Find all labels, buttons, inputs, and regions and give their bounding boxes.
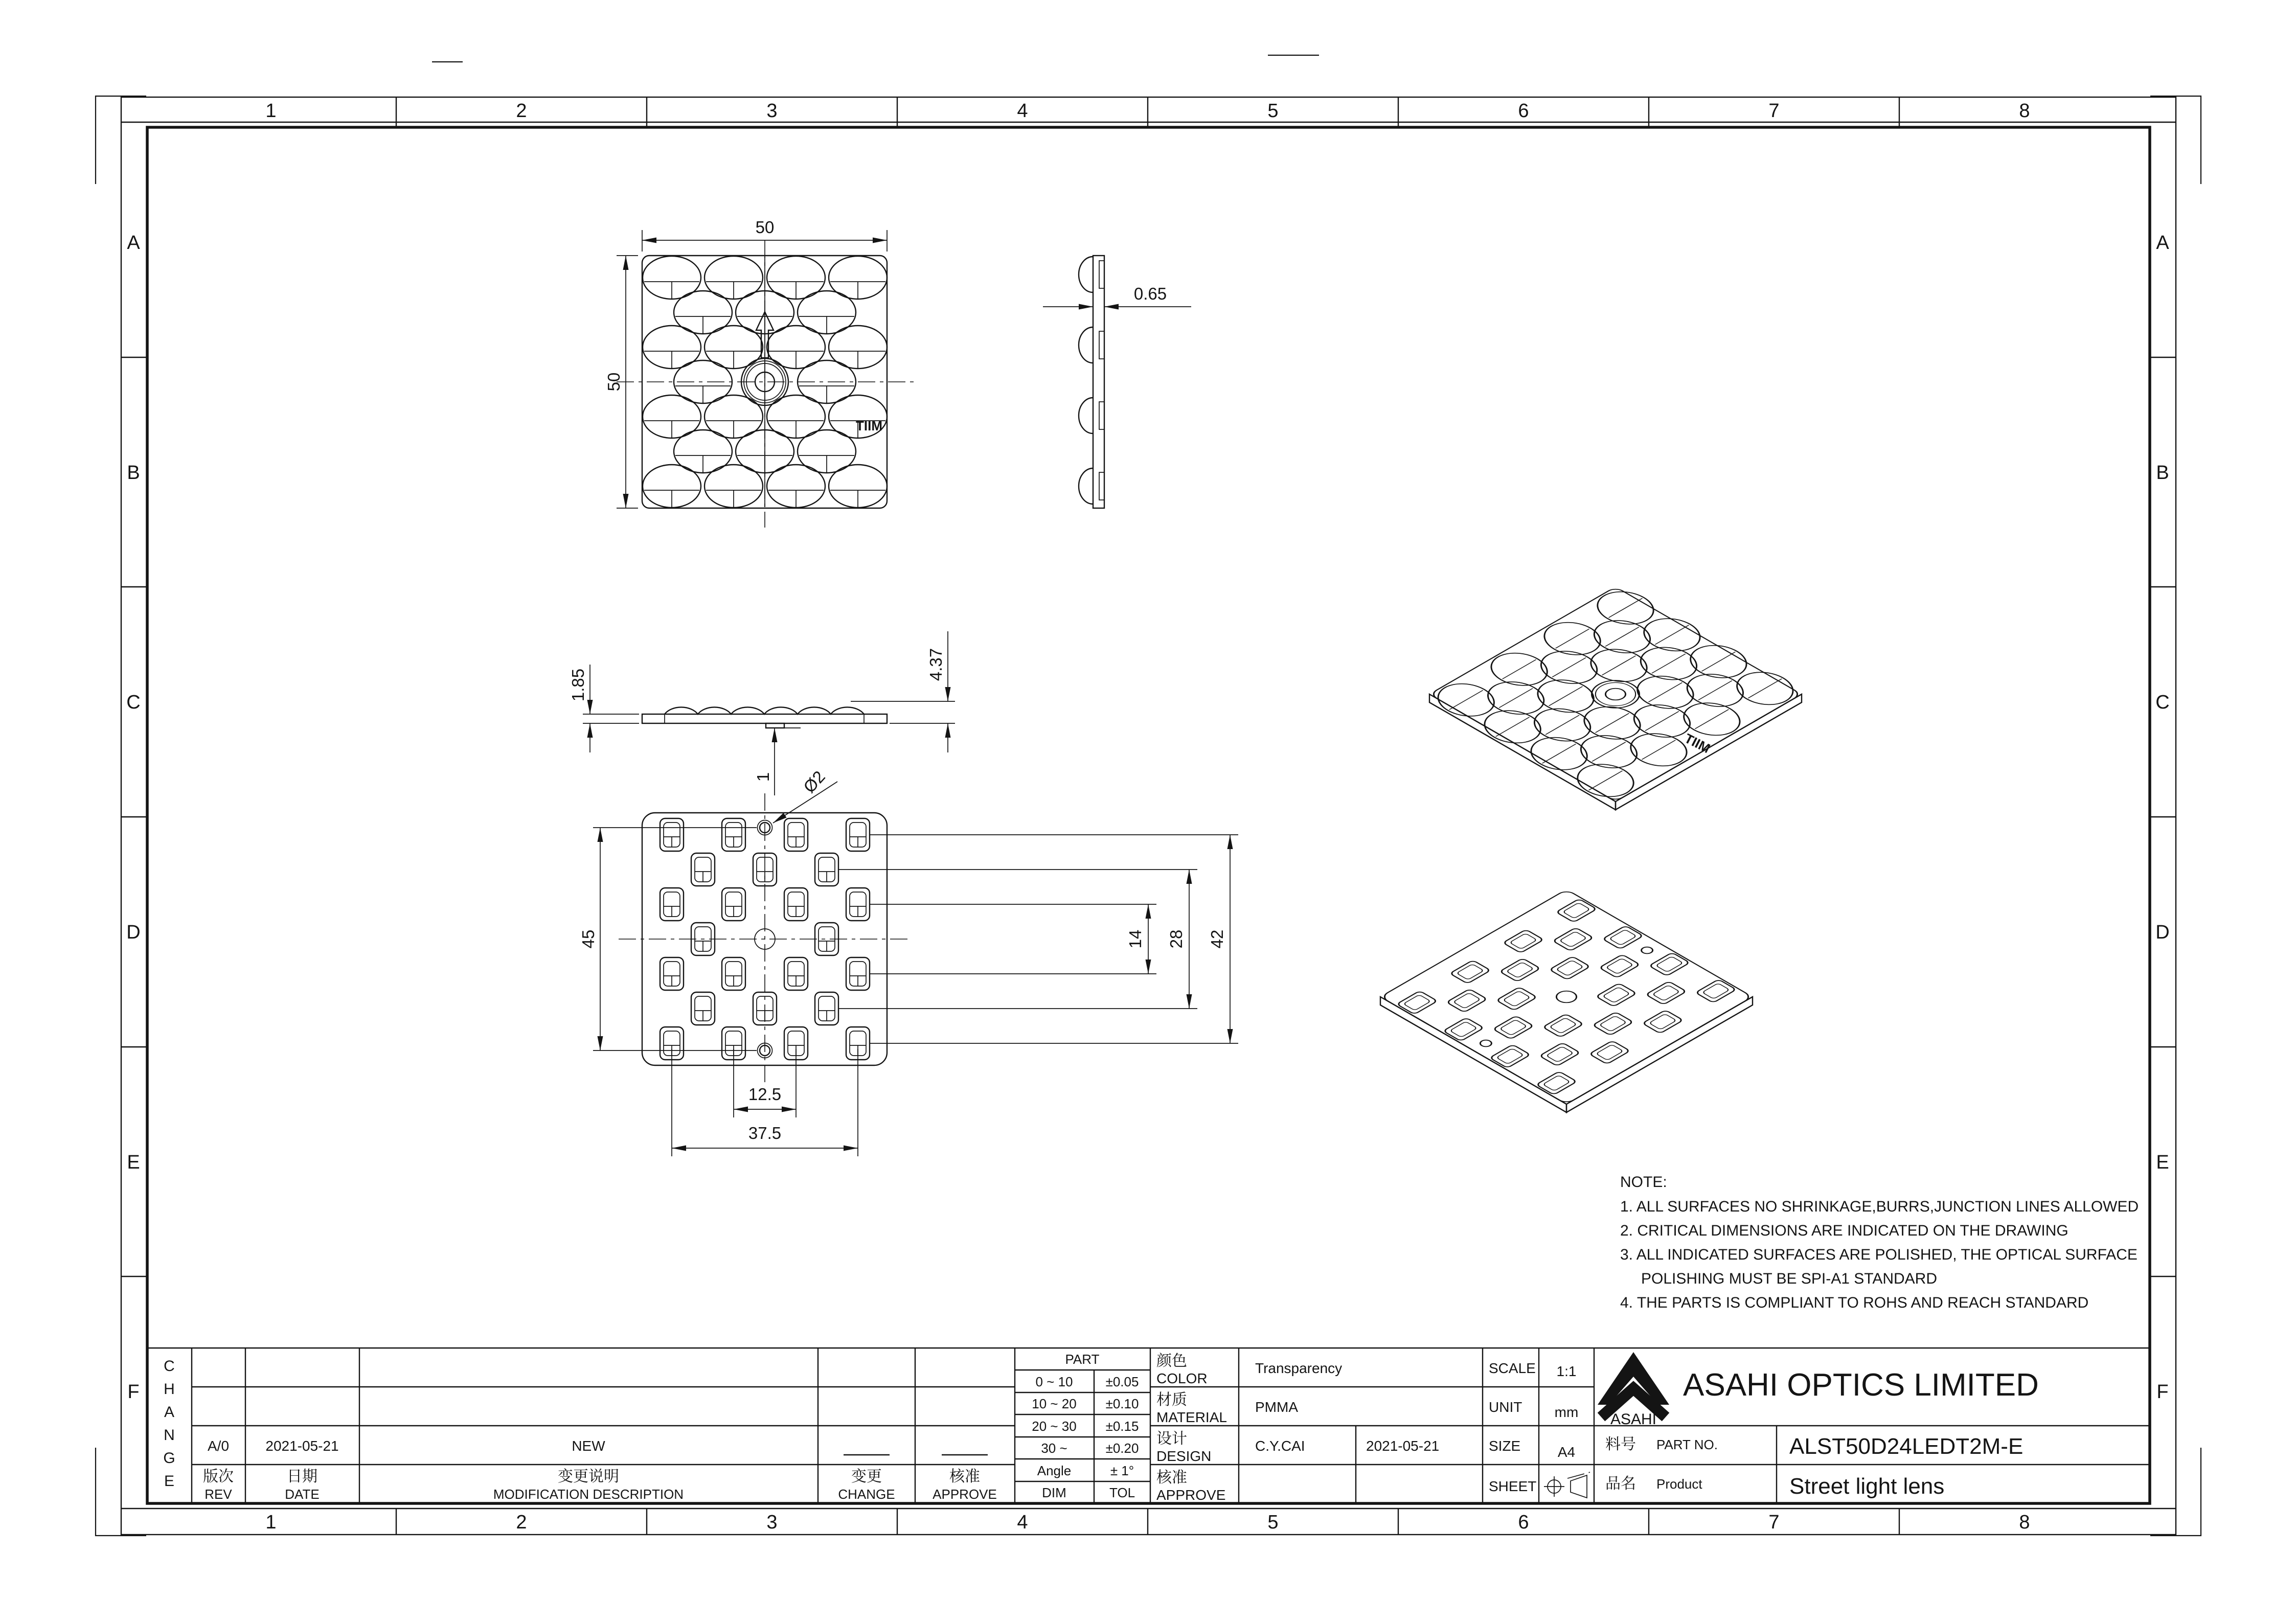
led-pocket-iso xyxy=(1446,989,1487,1013)
zone-col: 5 xyxy=(1267,1512,1279,1533)
dimension-arrows xyxy=(587,238,1233,1151)
notes xyxy=(1620,1174,2139,1311)
led-pocket-iso-inner xyxy=(1453,993,1481,1009)
svg-text:1. ALL SURFACES NO SHRINKAGE,B: 1. ALL SURFACES NO SHRINKAGE,BURRS,JUNCTION LINES ALLOWED xyxy=(1620,1198,2139,1215)
led-pocket-iso xyxy=(1493,1016,1534,1039)
lens-meridian xyxy=(1609,598,1643,618)
arrowhead-icon xyxy=(1187,994,1192,1009)
led-pocket-iso-inner xyxy=(1655,956,1683,972)
lens-meridian xyxy=(1596,713,1629,733)
svg-text:C: C xyxy=(164,1358,175,1375)
svg-text:PART NO.: PART NO. xyxy=(1656,1437,1718,1452)
zone-col: 1 xyxy=(265,100,277,122)
change-strip xyxy=(163,1358,175,1490)
svg-text:20 ~ 30: 20 ~ 30 xyxy=(1032,1419,1077,1434)
svg-text:COLOR: COLOR xyxy=(1156,1370,1208,1386)
zone-col: 3 xyxy=(766,100,778,122)
zone-col: 7 xyxy=(1768,100,1780,122)
title-block xyxy=(147,1348,2150,1503)
svg-text:37.5: 37.5 xyxy=(748,1124,782,1143)
arrowhead-icon xyxy=(772,728,778,742)
arrowhead-icon xyxy=(1146,904,1151,919)
dim-45 xyxy=(579,828,757,1050)
led-pocket-iso xyxy=(1539,1043,1580,1066)
svg-text:H: H xyxy=(164,1381,175,1398)
dim-4-37 xyxy=(851,631,955,752)
led-pocket-iso-inner xyxy=(1603,987,1630,1003)
svg-text:50: 50 xyxy=(604,372,623,392)
led-pocket-iso xyxy=(1550,956,1590,980)
led-pocket-iso-inner xyxy=(1510,933,1537,949)
arrowhead-icon xyxy=(1227,835,1233,849)
led-pocket-iso xyxy=(1556,899,1597,922)
led-pocket-iso-inner xyxy=(1609,929,1637,945)
zone-labels xyxy=(126,100,2169,1533)
company-name: ASAHI OPTICS LIMITED xyxy=(1683,1367,2039,1403)
lens-meridian xyxy=(1552,658,1586,677)
revision-row xyxy=(208,1438,988,1455)
arrowhead-icon xyxy=(587,723,593,738)
svg-text:0 ~ 10: 0 ~ 10 xyxy=(1035,1374,1073,1389)
svg-text:4.37: 4.37 xyxy=(926,648,945,681)
lens-meridian xyxy=(1549,687,1583,706)
lens-meridian xyxy=(1503,659,1536,679)
zone-row: A xyxy=(2156,232,2169,254)
dim-1-85 xyxy=(569,665,639,752)
led-pocket-iso-inner xyxy=(1403,995,1431,1011)
lens-meridian xyxy=(1499,689,1533,708)
svg-text:3. ALL INDICATED SURFACES ARE: 3. ALL INDICATED SURFACES ARE POLISHED, THE OPTICAL SURFACE xyxy=(1620,1246,2138,1263)
arrowhead-icon xyxy=(734,1107,748,1112)
svg-text:MODIFICATION DESCRIPTION: MODIFICATION DESCRIPTION xyxy=(493,1487,684,1502)
svg-text:SHEET: SHEET xyxy=(1489,1478,1537,1494)
lens-meridian xyxy=(1605,627,1639,647)
led-pocket-iso xyxy=(1596,983,1637,1007)
zone-col: 6 xyxy=(1518,1512,1529,1533)
zone-col: 3 xyxy=(766,1512,778,1533)
lens-meridian xyxy=(1589,771,1623,790)
zone-col: 2 xyxy=(516,1512,527,1533)
zone-col: 6 xyxy=(1518,100,1529,122)
info-table xyxy=(1156,1353,1590,1503)
led-pocket-iso-inner xyxy=(1457,964,1484,980)
led-pocket-iso-inner xyxy=(1559,931,1587,947)
arrowhead-icon xyxy=(1146,960,1151,974)
arrowhead-icon xyxy=(1187,870,1192,884)
lens-meridian xyxy=(1748,679,1782,698)
led-pocket-iso-inner xyxy=(1702,983,1730,999)
zone-row: D xyxy=(126,922,141,943)
mold-marking-iso: TIIM xyxy=(1682,730,1713,757)
zone-row: E xyxy=(2156,1152,2169,1173)
lens-array-iso xyxy=(1427,585,1805,804)
lens-meridian xyxy=(1655,625,1689,645)
svg-text:1:1: 1:1 xyxy=(1556,1363,1577,1379)
led-pocket-iso-inner xyxy=(1450,1021,1477,1037)
zone-col: 4 xyxy=(1017,1512,1028,1533)
zone-col: 2 xyxy=(516,100,527,122)
lens-meridian xyxy=(1642,740,1676,760)
led-pocket-iso-inner xyxy=(1503,991,1531,1007)
lens-meridian xyxy=(1545,715,1579,735)
arrowhead-icon xyxy=(642,238,656,243)
zone-col: 5 xyxy=(1267,100,1279,122)
zone-row: C xyxy=(2155,692,2170,713)
svg-text:4. THE PARTS IS COMPLIANT TO R: 4. THE PARTS IS COMPLIANT TO ROHS AND REACH STANDARD xyxy=(1620,1294,2089,1311)
led-pocket-iso xyxy=(1443,1018,1484,1041)
svg-text:10 ~ 20: 10 ~ 20 xyxy=(1032,1396,1077,1411)
zone-col: 7 xyxy=(1768,1512,1780,1533)
notes-title: NOTE: xyxy=(1620,1174,1667,1191)
zone-row: B xyxy=(127,462,140,484)
svg-text:料号: 料号 xyxy=(1605,1436,1636,1453)
zone-col: 1 xyxy=(265,1512,277,1533)
svg-text:Transparency: Transparency xyxy=(1255,1360,1343,1376)
dim-1 xyxy=(754,728,801,795)
svg-text:2. CRITICAL DIMENSIONS ARE IND: 2. CRITICAL DIMENSIONS ARE INDICATED ON THE DRAWING xyxy=(1620,1222,2068,1239)
svg-text:±0.15: ±0.15 xyxy=(1105,1419,1139,1434)
zone-row: D xyxy=(2155,922,2170,943)
led-pocket-iso-inner xyxy=(1606,958,1633,974)
led-pocket-iso-inner xyxy=(1652,985,1680,1001)
svg-text:1.85: 1.85 xyxy=(569,668,587,702)
led-pocket-iso xyxy=(1496,987,1537,1011)
led-pocket-iso xyxy=(1589,1041,1630,1064)
svg-text:28: 28 xyxy=(1167,929,1186,949)
company-logo xyxy=(1598,1352,1669,1428)
svg-text:材质: 材质 xyxy=(1156,1391,1187,1408)
svg-text:品名: 品名 xyxy=(1605,1475,1636,1492)
mold-marking: TIIM xyxy=(856,418,882,433)
svg-text:Angle: Angle xyxy=(1037,1463,1072,1478)
arrowhead-icon xyxy=(1104,304,1119,310)
led-pocket-iso-inner xyxy=(1550,1018,1577,1034)
svg-text:UNIT: UNIT xyxy=(1489,1399,1522,1415)
zone-col: 8 xyxy=(2019,1512,2030,1533)
arrowhead-icon xyxy=(587,700,593,714)
led-pocket-iso xyxy=(1646,981,1687,1005)
led-pocket-iso xyxy=(1695,979,1736,1003)
zone-frame xyxy=(121,97,2176,1535)
led-pocket-iso-inner xyxy=(1543,1075,1571,1091)
svg-text:42: 42 xyxy=(1208,929,1226,949)
iso-view-top xyxy=(1425,584,1806,810)
led-pocket-iso xyxy=(1450,960,1491,984)
zone-col: 8 xyxy=(2019,100,2030,122)
led-pocket-iso-inner xyxy=(1499,1020,1527,1036)
zone-row: C xyxy=(126,692,141,713)
svg-text:SIZE: SIZE xyxy=(1489,1438,1521,1454)
lens-meridian xyxy=(1496,717,1530,737)
svg-text:核准: 核准 xyxy=(1156,1469,1187,1486)
svg-text:A4: A4 xyxy=(1557,1444,1576,1460)
svg-text:版次: 版次 xyxy=(203,1468,234,1485)
arrowhead-icon xyxy=(598,1036,603,1050)
svg-text:PMMA: PMMA xyxy=(1255,1399,1298,1415)
svg-text:C.Y.CAI: C.Y.CAI xyxy=(1255,1438,1305,1454)
svg-text:APPROVE: APPROVE xyxy=(1156,1487,1226,1503)
svg-text:E: E xyxy=(164,1473,175,1490)
svg-text:设计: 设计 xyxy=(1156,1430,1187,1447)
svg-text:2021-05-21: 2021-05-21 xyxy=(265,1438,339,1454)
led-pocket-iso-inner xyxy=(1546,1046,1574,1062)
arrowhead-icon xyxy=(873,238,887,243)
svg-text:Product: Product xyxy=(1656,1476,1702,1492)
svg-text:± 1°: ± 1° xyxy=(1110,1463,1134,1478)
arrowhead-icon xyxy=(623,256,629,270)
svg-text:TOL: TOL xyxy=(1109,1485,1135,1500)
svg-text:mm: mm xyxy=(1554,1404,1579,1420)
svg-text:SCALE: SCALE xyxy=(1489,1360,1536,1376)
led-pocket-iso xyxy=(1603,926,1644,949)
led-pocket-iso xyxy=(1543,1014,1584,1037)
arrowhead-icon xyxy=(782,1107,796,1112)
svg-text:变更说明: 变更说明 xyxy=(558,1468,619,1485)
svg-text:PART: PART xyxy=(1065,1352,1100,1367)
revision-header xyxy=(203,1468,997,1502)
svg-text:N: N xyxy=(164,1427,175,1444)
side-view xyxy=(1043,256,1191,508)
svg-text:±0.10: ±0.10 xyxy=(1105,1396,1139,1411)
svg-text:2021-05-21: 2021-05-21 xyxy=(1366,1438,1440,1454)
iso-view-bottom xyxy=(1380,889,1753,1112)
zone-row: B xyxy=(2156,462,2169,484)
svg-text:日期: 日期 xyxy=(287,1468,317,1485)
lens-meridian xyxy=(1602,656,1636,675)
logo-caption: ASAHI xyxy=(1610,1411,1657,1428)
arrowhead-icon xyxy=(623,494,629,508)
svg-text:50: 50 xyxy=(755,218,775,237)
bottom-view xyxy=(579,767,1238,1156)
led-pocket-iso xyxy=(1503,929,1544,953)
svg-text:DIM: DIM xyxy=(1042,1485,1066,1500)
svg-text:DATE: DATE xyxy=(285,1487,320,1502)
led-pocket-iso xyxy=(1553,928,1594,951)
svg-text:变更: 变更 xyxy=(851,1468,882,1485)
arrowhead-icon xyxy=(598,828,603,842)
dim-0-65 xyxy=(1043,284,1191,307)
svg-text:颜色: 颜色 xyxy=(1156,1353,1187,1369)
svg-text:APPROVE: APPROVE xyxy=(933,1487,997,1502)
trim-marks xyxy=(96,55,2201,1536)
svg-text:±0.20: ±0.20 xyxy=(1105,1441,1139,1456)
svg-text:核准: 核准 xyxy=(949,1468,980,1485)
dim-14 xyxy=(869,904,1156,974)
led-pocket-iso xyxy=(1499,958,1540,982)
zone-col: 4 xyxy=(1017,100,1028,122)
zone-row: F xyxy=(2156,1381,2169,1403)
arrowhead-icon xyxy=(945,687,951,701)
svg-text:G: G xyxy=(163,1450,175,1467)
svg-text:A: A xyxy=(164,1404,175,1421)
svg-text:±0.05: ±0.05 xyxy=(1105,1374,1139,1389)
zone-row: E xyxy=(127,1152,140,1173)
part-number: ALST50D24LEDT2M-E xyxy=(1789,1434,2024,1459)
svg-text:MATERIAL: MATERIAL xyxy=(1156,1409,1227,1425)
front-view xyxy=(569,631,955,795)
led-pocket-iso xyxy=(1536,1071,1577,1095)
led-pocket-iso-inner xyxy=(1496,1048,1524,1064)
svg-text:30 ~: 30 ~ xyxy=(1041,1441,1067,1456)
sheet-border xyxy=(96,55,2201,1536)
svg-text:CHANGE: CHANGE xyxy=(838,1487,895,1502)
led-pocket-iso-inner xyxy=(1506,962,1534,978)
lens-meridian xyxy=(1701,652,1735,671)
led-pocket-iso xyxy=(1490,1044,1531,1068)
led-pocket-iso xyxy=(1593,1012,1633,1036)
arrowhead-icon xyxy=(1079,304,1093,310)
svg-text:1: 1 xyxy=(754,772,772,782)
svg-text:14: 14 xyxy=(1126,929,1145,949)
zone-row: F xyxy=(127,1381,140,1403)
lens-meridian xyxy=(1645,712,1679,731)
lens-meridian xyxy=(1652,654,1686,673)
svg-text:REV: REV xyxy=(204,1487,232,1502)
svg-text:NEW: NEW xyxy=(572,1438,605,1454)
lens-meridian xyxy=(1449,690,1483,710)
zone-dividers xyxy=(121,97,2176,1535)
top-view xyxy=(604,218,915,528)
led-pocket-iso xyxy=(1643,1010,1684,1034)
lens-meridian xyxy=(1649,682,1683,702)
arrowhead-icon xyxy=(672,1146,686,1151)
svg-text:12.5: 12.5 xyxy=(748,1085,782,1104)
pocket-array-iso xyxy=(1397,899,1736,1095)
tolerance-table xyxy=(1032,1352,1139,1500)
zone-row: A xyxy=(127,232,140,254)
svg-text:DESIGN: DESIGN xyxy=(1156,1448,1212,1464)
svg-text:Ø2: Ø2 xyxy=(799,767,829,797)
svg-text:0.65: 0.65 xyxy=(1133,284,1167,303)
led-pocket-iso xyxy=(1397,991,1438,1014)
led-pocket-iso-inner xyxy=(1649,1014,1677,1030)
lens-meridian xyxy=(1698,681,1732,700)
lens-meridian xyxy=(1556,629,1589,648)
arrowhead-icon xyxy=(844,1146,858,1151)
led-pocket-iso-inner xyxy=(1596,1044,1624,1060)
arrowhead-icon xyxy=(945,723,951,738)
led-pocket-iso-inner xyxy=(1599,1016,1627,1032)
lens-meridian xyxy=(1592,742,1626,762)
arrowhead-icon xyxy=(1227,1029,1233,1043)
led-pocket-iso-inner xyxy=(1556,960,1584,976)
lens-meridian xyxy=(1542,744,1576,763)
svg-text:A/0: A/0 xyxy=(207,1438,230,1454)
svg-text:POLISHING MUST BE SPI-A1 STAND: POLISHING MUST BE SPI-A1 STANDARD xyxy=(1641,1270,1938,1287)
led-pocket-iso xyxy=(1599,954,1640,978)
led-pocket-iso xyxy=(1649,952,1690,976)
lens-meridian xyxy=(1695,710,1729,729)
product-name: Street light lens xyxy=(1789,1474,1945,1499)
led-pocket-iso-inner xyxy=(1563,903,1590,919)
projection-symbol-icon xyxy=(1544,1472,1590,1498)
svg-text:45: 45 xyxy=(579,929,598,949)
